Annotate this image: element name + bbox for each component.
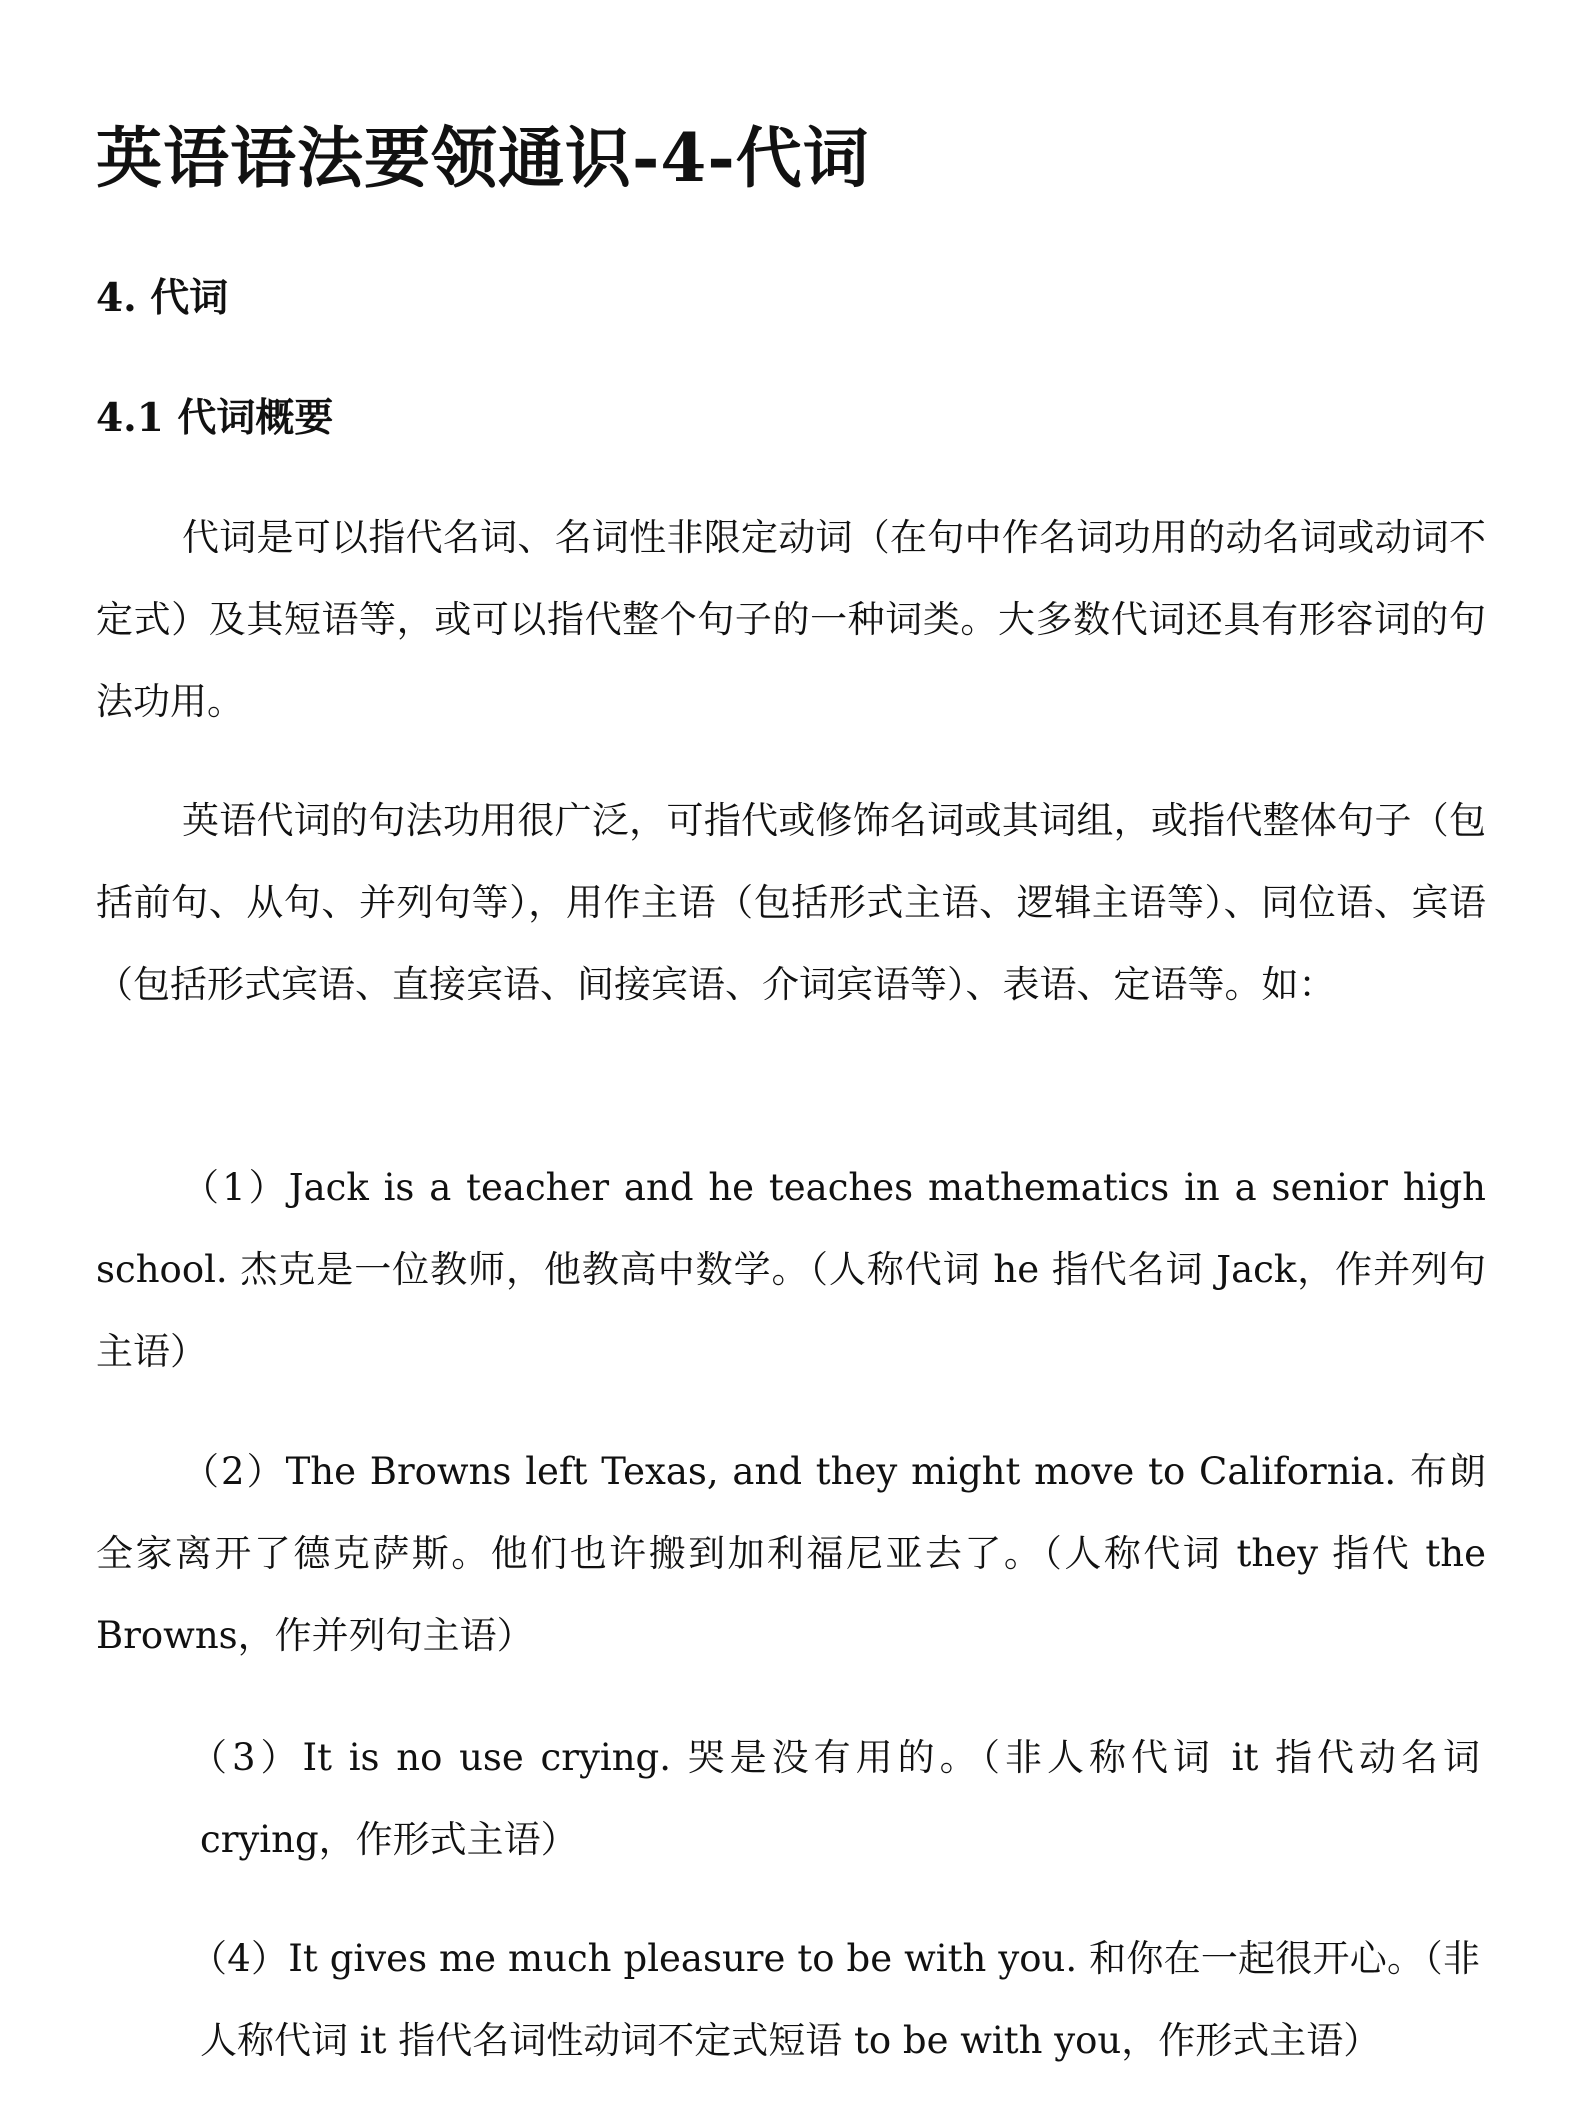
document-title: 英语语法要领通识-4-代词 xyxy=(96,119,870,197)
subsection-heading: 4.1 代词概要 xyxy=(96,395,334,441)
paragraph-intro: 代词是可以指代名词、名词性非限定动词（在句中作名词功用的动名词或动词不定式）及其短语等，或可以指代整个句子的一种词类。大多数代词还具有形容词的句法功用。 xyxy=(96,516,1486,723)
example-3-text: （3）It is no use crying. 哭是没有用的。（非人称代词 it 指代动名词 crying，作形式主语） xyxy=(190,1736,1480,1861)
example-2: （2）The Browns left Texas, and they might move to California. 布朗全家离开了德克萨斯。他们也许搬到加利福尼亚去了。（人称代词 they 指代 the Browns，作并列句主语） xyxy=(96,1450,1486,1657)
example-1: （1）Jack is a teacher and he teaches mathematics in a senior high school. 杰克是一位教师，他教高中数学。（人称代词 he 指代名词 Jack，作并列句主语） xyxy=(96,1166,1486,1373)
example-3 xyxy=(190,1717,1480,1881)
example-4-text: （4）It gives me much pleasure to be with you. 和你在一起很开心。（非人称代词 it 指代名词性动词不定式短语 to be with you，作形式主语） xyxy=(190,1937,1480,2062)
example-4 xyxy=(190,1918,1480,2082)
paragraph-functions: 英语代词的句法功用很广泛，可指代或修饰名词或其词组，或指代整体句子（包括前句、从句、并列句等），用作主语（包括形式主语、逻辑主语等）、同位语、宾语（包括形式宾语、直接宾语、间接宾语、介词宾语等）、表语、定语等。如： xyxy=(96,799,1486,1006)
section-heading: 4. 代词 xyxy=(96,275,229,321)
